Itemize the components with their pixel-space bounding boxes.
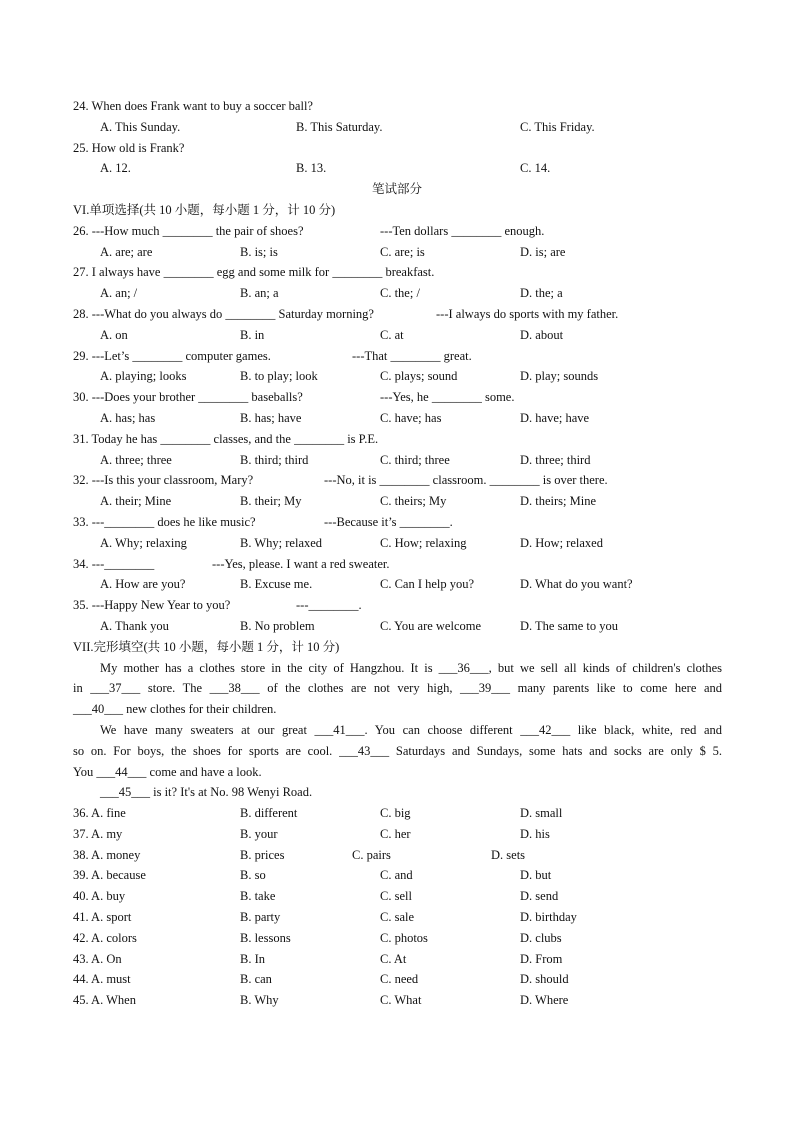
option: B. has; have — [240, 410, 302, 425]
stem-text: 28. ---What do you always do ________ Saturday morning? — [73, 306, 374, 321]
option: C. At — [380, 951, 407, 966]
stem-text: 32. ---Is this your classroom, Mary? — [73, 473, 254, 488]
option: B. take — [240, 889, 276, 904]
option: A. are; are — [100, 244, 153, 259]
stem-text: 30. ---Does your brother ________ baseballs? — [73, 390, 303, 405]
option: 45. A. When — [73, 993, 136, 1008]
option-row — [0, 969, 794, 990]
option: 40. A. buy — [73, 889, 126, 904]
option: D. clubs — [520, 930, 562, 945]
stem-text: 29. ---Let’s ________ computer games. — [73, 348, 271, 363]
reply-text: ---Ten dollars ________ enough. — [380, 223, 545, 238]
option: D. his — [520, 826, 550, 841]
option: C. You are welcome — [380, 618, 482, 633]
option-row — [0, 408, 794, 429]
option: B. different — [240, 806, 298, 821]
reply-text: ---________. — [296, 598, 362, 613]
option: A. This Sunday. — [100, 119, 181, 134]
section-title: VII.完形填空(共 10 小题，每小题 1 分，计 10 分) — [73, 639, 340, 654]
option: A. an; / — [100, 286, 138, 301]
option-row — [0, 990, 794, 1011]
option: C. need — [380, 972, 419, 987]
option: D. play; sounds — [520, 369, 599, 384]
option: A. Why; relaxing — [100, 535, 187, 550]
option: D. have; have — [520, 410, 590, 425]
passage-text: We have many sweaters at our great ___41___. You can choose different ___42___ like black, white, red and — [100, 722, 722, 737]
option-row — [0, 283, 794, 304]
option: A. 12. — [100, 161, 131, 176]
option: C. plays; sound — [380, 369, 458, 384]
question-stem: 24. When does Frank want to buy a soccer ball? — [73, 99, 313, 113]
reply-text: ---That ________ great. — [352, 348, 472, 363]
option: C. the; / — [380, 286, 420, 301]
option: B. Why — [240, 993, 279, 1008]
stem-text: 26. ---How much ________ the pair of shoes? — [73, 223, 304, 238]
passage-line: You ___44___ come and have a look. — [73, 764, 262, 779]
option: B. can — [240, 972, 272, 987]
option: A. three; three — [100, 452, 172, 467]
question-stem — [0, 595, 794, 616]
passage-line — [0, 658, 794, 679]
question-stem — [0, 387, 794, 408]
option: B. to play; look — [240, 369, 318, 384]
option: D. should — [520, 972, 569, 987]
option: D. send — [520, 889, 559, 904]
option-row — [0, 907, 794, 928]
option: C. sell — [380, 889, 412, 904]
passage-text: My mother has a clothes store in the city of Hangzhou. It is ___36___, but we sell all kinds of children's clothes — [100, 660, 722, 675]
option: B. In — [240, 951, 265, 966]
option-row — [0, 865, 794, 886]
option-row — [0, 845, 794, 866]
option: C. theirs; My — [380, 494, 447, 509]
option: B. This Saturday. — [296, 119, 383, 134]
option: A. How are you? — [100, 577, 186, 592]
question-stem: 25. How old is Frank? — [73, 140, 185, 155]
option: C. pairs — [352, 847, 391, 862]
option: 42. A. colors — [73, 930, 137, 945]
option: D. birthday — [520, 910, 577, 925]
passage-line: in ___37___ store. The ___38___ of the clothes are not very high, ___39___ many parents like to come here and — [73, 681, 722, 696]
question-stem: 31. Today he has ________ classes, and the ________ is P.E. — [73, 431, 379, 446]
reply-text: ---No, it is ________ classroom. ________ is over there. — [324, 473, 608, 488]
option: D. the; a — [520, 286, 563, 301]
option: C. What — [380, 993, 422, 1008]
option: C. third; three — [380, 452, 450, 467]
option: A. has; has — [100, 410, 156, 425]
option: D. is; are — [520, 244, 566, 259]
option-row — [0, 366, 794, 387]
option: C. are; is — [380, 244, 425, 259]
option-row — [0, 824, 794, 845]
option-row — [0, 928, 794, 949]
option: B. Why; relaxed — [240, 535, 323, 550]
option-row — [0, 616, 794, 637]
option: D. How; relaxed — [520, 535, 603, 550]
stem-text: 34. ---________ — [73, 556, 155, 571]
option: D. sets — [491, 847, 526, 862]
option: A. their; Mine — [100, 494, 172, 509]
option: B. your — [240, 826, 278, 841]
option: C. This Friday. — [520, 119, 595, 134]
option: B. 13. — [296, 161, 327, 176]
option-row — [0, 325, 794, 346]
option: A. on — [100, 327, 128, 342]
question-stem — [0, 554, 794, 575]
option: B. an; a — [240, 286, 279, 301]
option: B. so — [240, 868, 266, 883]
option: B. prices — [240, 847, 285, 862]
option: D. theirs; Mine — [520, 494, 597, 509]
option: D. three; third — [520, 452, 591, 467]
question-stem — [0, 346, 794, 367]
option: D. but — [520, 868, 552, 883]
option: C. photos — [380, 930, 428, 945]
passage-line: ___45___ is it? It's at No. 98 Wenyi Road. — [100, 785, 313, 800]
option: B. third; third — [240, 452, 309, 467]
question-stem — [0, 512, 794, 533]
reply-text: ---I always do sports with my father. — [436, 306, 619, 321]
option: D. Where — [520, 993, 569, 1008]
question-stem: 27. I always have ________ egg and some milk for ________ breakfast. — [73, 265, 435, 280]
option-row — [0, 491, 794, 512]
reply-text: ---Yes, he ________ some. — [380, 390, 515, 405]
option: B. lessons — [240, 930, 291, 945]
option-row — [0, 574, 794, 595]
stem-text: 33. ---________ does he like music? — [73, 514, 256, 529]
option: C. sale — [380, 910, 415, 925]
option-row — [0, 533, 794, 554]
option: B. their; My — [240, 494, 302, 509]
option-row — [0, 803, 794, 824]
written-part-title: 笔试部分 — [371, 182, 422, 197]
option: A. playing; looks — [100, 369, 187, 384]
option: C. 14. — [520, 161, 551, 176]
option: C. and — [380, 868, 413, 883]
question-stem — [0, 304, 794, 325]
section-title: VI.单项选择(共 10 小题，每小题 1 分，计 10 分) — [73, 202, 336, 217]
option: C. Can I help you? — [380, 577, 475, 592]
option: 38. A. money — [73, 847, 141, 862]
option: C. at — [380, 327, 404, 342]
option: 41. A. sport — [73, 910, 132, 925]
option: D. The same to you — [520, 618, 619, 633]
option: C. have; has — [380, 410, 442, 425]
option: B. is; is — [240, 244, 278, 259]
question-stem — [0, 221, 794, 242]
option: B. Excuse me. — [240, 577, 313, 592]
passage-line — [0, 720, 794, 741]
option: 39. A. because — [73, 868, 146, 883]
option-row — [0, 242, 794, 263]
option: C. big — [380, 806, 411, 821]
option-row — [0, 158, 794, 179]
option: 37. A. my — [73, 826, 123, 841]
reply-text: ---Yes, please. I want a red sweater. — [212, 556, 390, 571]
stem-text: 35. ---Happy New Year to you? — [73, 598, 231, 613]
option: D. From — [520, 951, 563, 966]
option-row — [0, 450, 794, 471]
option-row — [0, 117, 794, 138]
option: B. No problem — [240, 618, 315, 633]
option: D. about — [520, 327, 564, 342]
option: 36. A. fine — [73, 806, 126, 821]
option: 43. A. On — [73, 951, 122, 966]
option: B. in — [240, 327, 265, 342]
option: C. How; relaxing — [380, 535, 467, 550]
option-row — [0, 886, 794, 907]
passage-line: ___40___ new clothes for their children. — [73, 702, 277, 717]
option: C. her — [380, 826, 411, 841]
option: A. Thank you — [100, 618, 169, 633]
option: B. party — [240, 910, 281, 925]
reply-text: ---Because it’s ________. — [324, 514, 453, 529]
option: 44. A. must — [73, 972, 131, 987]
option-row — [0, 949, 794, 970]
question-stem — [0, 470, 794, 491]
option: D. What do you want? — [520, 577, 633, 592]
exam-page — [0, 96, 794, 1011]
passage-line: so on. For boys, the shoes for sports are cool. ___43___ Saturdays and Sundays, some hats and socks are only $ 5. — [73, 743, 722, 758]
option: D. small — [520, 806, 563, 821]
